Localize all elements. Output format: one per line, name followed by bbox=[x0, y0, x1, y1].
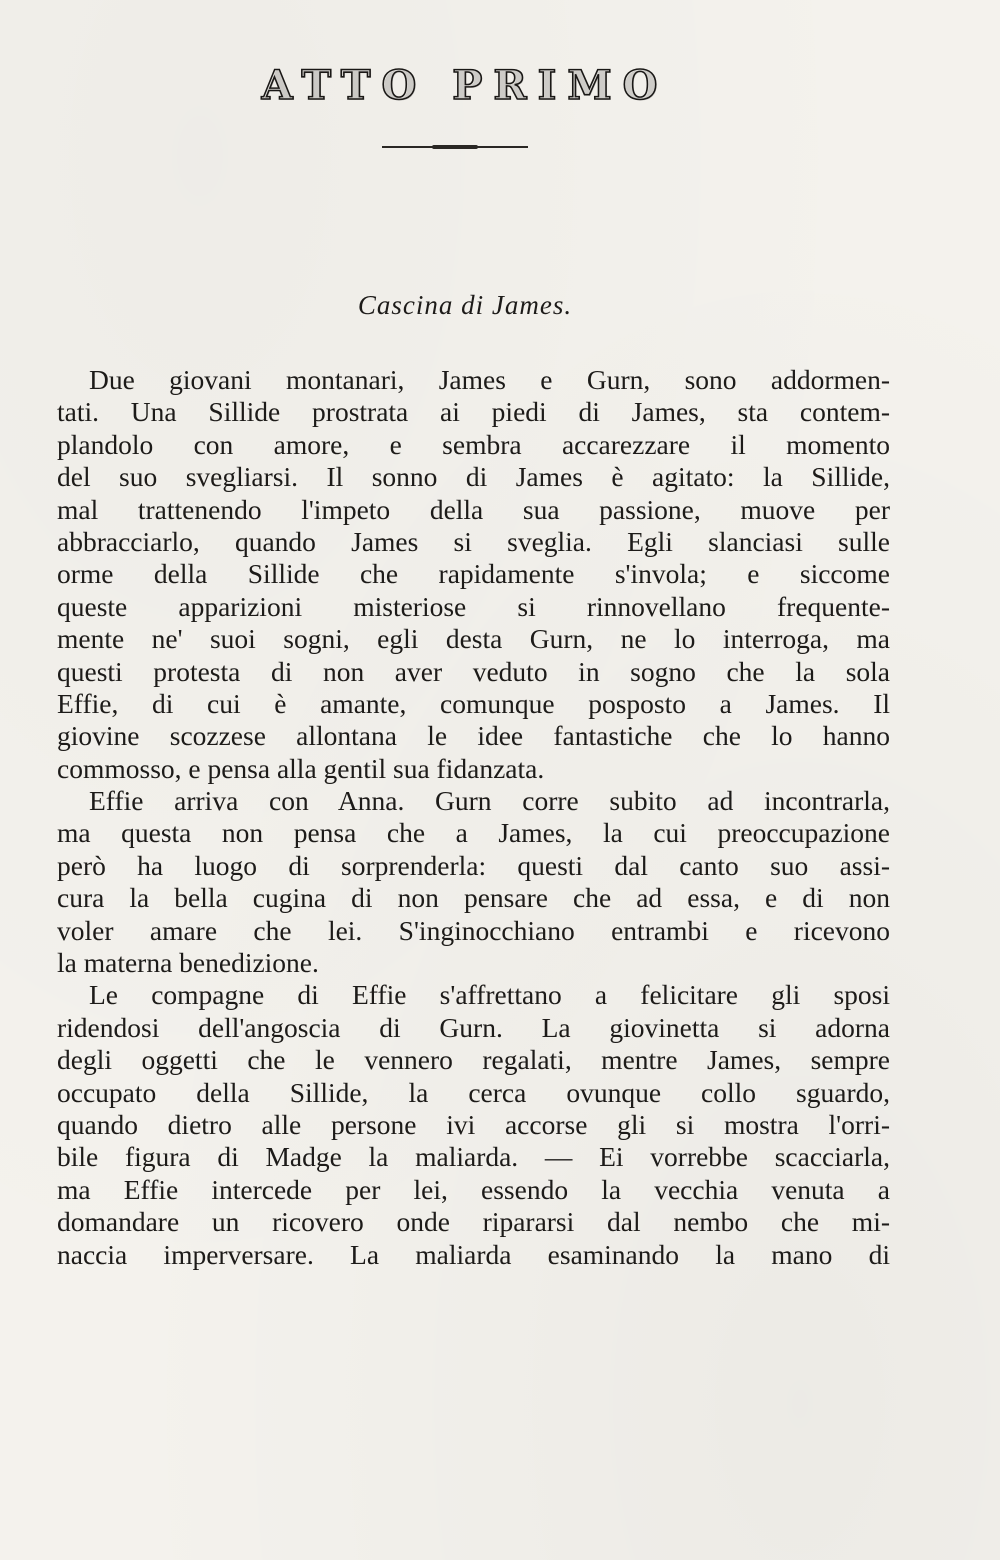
text-line: Due giovani montanari, James e Gurn, sono addormen- bbox=[89, 364, 890, 395]
text-line: plandolo con amore, e sembra accarezzare il momento bbox=[57, 428, 890, 460]
text-line: giovine scozzese allontana le idee fantastiche che lo hanno bbox=[57, 720, 890, 752]
text-line: queste apparizioni misteriose si rinnovellano frequente- bbox=[57, 590, 890, 622]
text-line: del suo svegliarsi. Il sonno di James è agitato: la Sillide, bbox=[57, 461, 890, 493]
text-line: Effie arriva con Anna. Gurn corre subito ad incontrarla, bbox=[89, 785, 890, 817]
text-line: però ha luogo di sorprenderla: questi dal canto suo assi- bbox=[57, 849, 890, 881]
text-line: ridendosi dell'angoscia di Gurn. La giovinetta si adorna bbox=[57, 1011, 890, 1043]
scene-location: Cascina di James. bbox=[357, 290, 573, 320]
text-line: mal trattenendo l'impeto della sua passione, muove per bbox=[57, 493, 890, 525]
text-line: tati. Una Sillide prostrata ai piedi di James, sta contem- bbox=[57, 396, 890, 428]
text-line: bile figura di Madge la maliarda. — Ei vorrebbe scacciarla, bbox=[57, 1141, 890, 1173]
text-line: voler amare che lei. S'inginocchiano entrambi e ricevono bbox=[57, 914, 890, 946]
text-line: naccia imperversare. La maliarda esaminando la mano di bbox=[57, 1238, 890, 1270]
text-line: orme della Sillide che rapidamente s'invola; e siccome bbox=[57, 558, 890, 590]
text-line: questi protesta di non aver veduto in sogno che la sola bbox=[57, 655, 890, 687]
text-line: degli oggetti che le vennero regalati, mentre James, sempre bbox=[57, 1044, 890, 1076]
text-line: abbracciarlo, quando James si sveglia. Egli slanciasi sulle bbox=[57, 525, 890, 557]
text-line: mente ne' suoi sogni, egli desta Gurn, ne lo interroga, ma bbox=[57, 623, 890, 655]
body-text bbox=[57, 364, 890, 1524]
text-line: la materna benedizione. bbox=[57, 947, 319, 979]
text-line: Le compagne di Effie s'affrettano a felicitare gli sposi bbox=[89, 979, 890, 1011]
ornamental-rule bbox=[382, 146, 528, 148]
text-line: domandare un ricovero onde ripararsi dal nembo che mi- bbox=[57, 1206, 890, 1238]
text-line: cura la bella cugina di non pensare che ad essa, e di non bbox=[57, 882, 890, 914]
text-line: Effie, di cui è amante, comunque posposto a James. Il bbox=[57, 687, 890, 719]
text-line: ma questa non pensa che a James, la cui preoccupazione bbox=[57, 817, 890, 849]
act-heading: ATTO PRIMO bbox=[261, 62, 669, 109]
text-line: quando dietro alle persone ivi accorse gli si mostra l'orri- bbox=[57, 1108, 890, 1140]
text-line: occupato della Sillide, la cerca ovunque collo sguardo, bbox=[57, 1076, 890, 1108]
text-line: ma Effie intercede per lei, essendo la vecchia venuta a bbox=[57, 1173, 890, 1205]
text-line: commosso, e pensa alla gentil sua fidanzata. bbox=[57, 752, 545, 784]
